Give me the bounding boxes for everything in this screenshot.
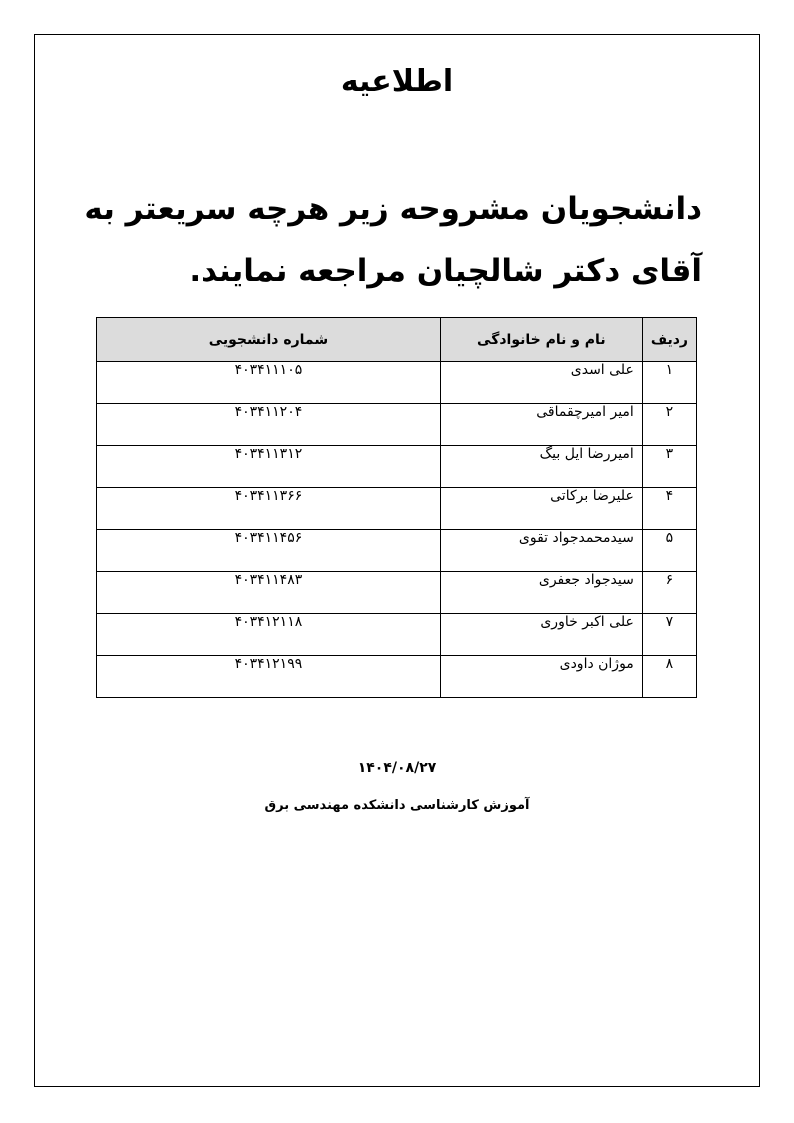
table-row bbox=[97, 404, 697, 446]
table-row bbox=[97, 572, 697, 614]
row-student-id: ۴۰۳۴۱۱۱۰۵ bbox=[97, 362, 441, 404]
header-name: نام و نام خانوادگی bbox=[440, 318, 642, 362]
row-name: موژان داودی bbox=[440, 656, 642, 698]
row-student-id: ۴۰۳۴۱۲۱۱۸ bbox=[97, 614, 441, 656]
row-index: ۲ bbox=[642, 404, 696, 446]
row-student-id: ۴۰۳۴۱۱۲۰۴ bbox=[97, 404, 441, 446]
table-row bbox=[97, 488, 697, 530]
row-name: امیر امیرچقماقی bbox=[440, 404, 642, 446]
table-header-row bbox=[97, 318, 697, 362]
row-student-id: ۴۰۳۴۱۱۳۶۶ bbox=[97, 488, 441, 530]
table-row bbox=[97, 656, 697, 698]
row-student-id: ۴۰۳۴۱۲۱۹۹ bbox=[97, 656, 441, 698]
row-name: امیررضا ایل بیگ bbox=[440, 446, 642, 488]
notice-date: ۱۴۰۴/۰۸/۲۷ bbox=[357, 760, 437, 776]
notice-message: دانشجویان مشروحه زیر هرچه سریعتر به آقای دکتر شالچیان مراجعه نمایند. bbox=[84, 191, 702, 289]
issuing-office: آموزش کارشناسی دانشکده مهندسی برق bbox=[264, 798, 530, 813]
row-index: ۱ bbox=[642, 362, 696, 404]
header-index: ردیف bbox=[642, 318, 696, 362]
table-row bbox=[97, 530, 697, 572]
row-student-id: ۴۰۳۴۱۱۳۱۲ bbox=[97, 446, 441, 488]
row-index: ۴ bbox=[642, 488, 696, 530]
header-student-id: شماره دانشجویی bbox=[97, 318, 441, 362]
table-row bbox=[97, 614, 697, 656]
row-index: ۳ bbox=[642, 446, 696, 488]
notice-title: اطلاعیه bbox=[340, 64, 454, 99]
row-name: علیرضا برکاتی bbox=[440, 488, 642, 530]
row-index: ۸ bbox=[642, 656, 696, 698]
row-name: علی اکبر خاوری bbox=[440, 614, 642, 656]
row-index: ۶ bbox=[642, 572, 696, 614]
row-name: سیدمحمدجواد تقوی bbox=[440, 530, 642, 572]
row-student-id: ۴۰۳۴۱۱۴۸۳ bbox=[97, 572, 441, 614]
row-name: علی اسدی bbox=[440, 362, 642, 404]
table-row bbox=[97, 446, 697, 488]
table-row bbox=[97, 362, 697, 404]
students-table bbox=[96, 317, 697, 698]
row-student-id: ۴۰۳۴۱۱۴۵۶ bbox=[97, 530, 441, 572]
row-index: ۵ bbox=[642, 530, 696, 572]
row-index: ۷ bbox=[642, 614, 696, 656]
row-name: سیدجواد جعفری bbox=[440, 572, 642, 614]
